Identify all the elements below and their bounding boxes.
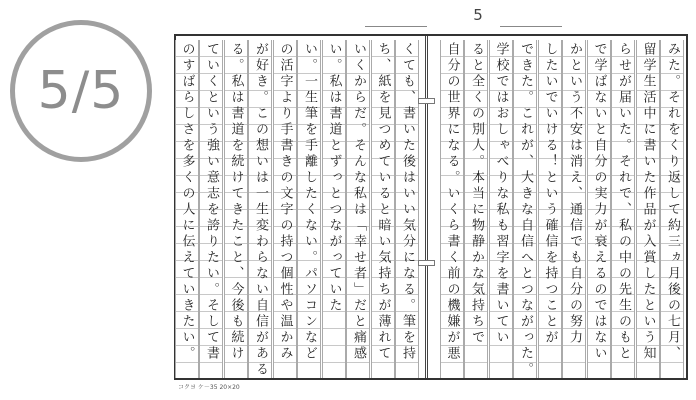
manuscript-sheet [174,34,688,380]
manuscript-column [464,40,488,378]
manuscript-column [660,40,684,378]
manuscript-column-text: で学ばないと自分の実力が衰えるのではない [591,42,607,362]
manuscript-column-text: が好き。この想いは一生変わらない自信がある [253,42,268,378]
manuscript-column [562,40,586,378]
manuscript-column-text: できた。これが、大きな自信へとつながった。 [518,42,533,378]
manuscript-column [513,40,537,378]
manuscript-column [248,40,272,378]
manuscript-column-text: い。私は書道とずっとつながっていた [326,42,342,314]
manuscript-column-text: したいでいける！という確信を持つことが [542,42,558,346]
manuscript-column [440,40,464,378]
manuscript-column [175,40,199,378]
manuscript-column [587,40,611,378]
manuscript-column [297,40,321,378]
manuscript-page-number: 5 [473,6,483,24]
manuscript-column [538,40,562,378]
manuscript-column [636,40,660,378]
manuscript-column [273,40,297,378]
manuscript-column [371,40,395,378]
page-number-underline-right [500,26,562,27]
page-indicator-badge [10,20,152,162]
manuscript-column-text: かという不安は消え、通信でも自分の努力 [567,42,582,346]
fold-mark-top [418,98,435,104]
manuscript-column-text: いくからだ。そんな私は「幸せ者」だと痛感 [351,42,366,362]
manuscript-column-text: くても、書いた後はいい気分になる。筆を持 [400,42,415,362]
manuscript-column-text: らせが届いた。それで、私の中の先生のもと [616,42,631,362]
manuscript-column-text: 学校ではおしゃべりな私も習字を書いてい [493,42,509,346]
manuscript-column [346,40,370,378]
manuscript-column [395,40,419,378]
manuscript-column-text: ち、紙を見つめていると暗い気持ちが薄れて [375,42,391,362]
manuscript-column-text: みた。それをくり返して約三ヵ月後の七月、 [665,42,680,362]
manuscript-column-text: る。私は書道を続けてきたこと、今後も続け [228,42,244,362]
manuscript-column-text: ると全くの別人。本当に物静かな気持ちで [469,42,484,346]
center-fold-line [425,36,428,378]
manuscript-column-text: 自分の世界になる。いくら書く前の機嫌が悪 [444,42,460,362]
manuscript-column [489,40,513,378]
manuscript-column-text: い。一生筆を手離したくない。パソコンなど [302,42,317,362]
manuscript-column-text: のすばらしさを多くの人に伝えていきたい。 [179,42,195,362]
page-indicator-text: 5/5 [37,61,125,121]
manuscript-column [611,40,635,378]
page-number-underline-left [365,26,427,27]
manuscript-column [322,40,346,378]
manuscript-column [199,40,223,378]
manuscript-column-text: ていくという強い意志を誇りたい。そして書 [204,42,219,362]
manuscript-column-text: の活字より手書きの文字の持つ個性や温かみ [277,42,293,362]
paper-footer-caption: コクヨ ケ－35 20×20 [178,384,240,391]
manuscript-column [224,40,248,378]
manuscript-column-text: 留学生活中に書いた作品が入賞したという知 [640,42,656,362]
fold-mark-bottom [418,260,435,266]
